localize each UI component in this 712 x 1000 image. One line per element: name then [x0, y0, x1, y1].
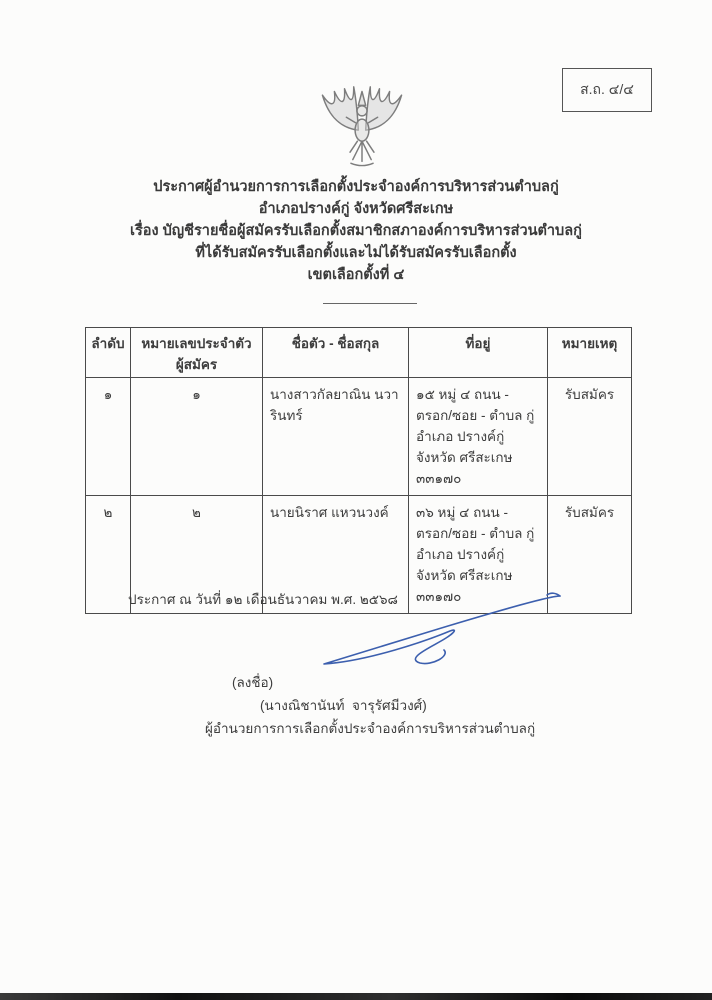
cell-address: ๓๖ หมู่ ๔ ถนน - ตรอก/ซอย - ตำบล กู่ อำเภอ ปรางค์กู่ จังหวัด ศรีสะเกษ ๓๓๑๗๐ [409, 496, 548, 614]
header-address: ที่อยู่ [409, 328, 548, 378]
cell-candidate-number: ๒ [131, 496, 263, 614]
title-line-5: เขตเลือกตั้งที่ ๔ [307, 267, 405, 283]
title-line-1: ประกาศผู้อำนวยการการเลือกตั้งประจำองค์การบริหารส่วนตำบลกู่ [153, 179, 559, 195]
sign-label: (ลงชื่อ) [232, 675, 274, 690]
header-name: ชื่อตัว - ชื่อสกุล [263, 328, 409, 378]
candidates-table [85, 327, 632, 614]
header-remark: หมายเหตุ [548, 328, 632, 378]
announcement-date-line: ประกาศ ณ วันที่ ๑๒ เดือนธันวาคม พ.ศ. ๒๕๖๘ [128, 592, 398, 607]
title-line-3: เรื่อง บัญชีรายชื่อผู้สมัครรับเลือกตั้งสมาชิกสภาองค์การบริหารส่วนตำบลกู่ [130, 223, 582, 239]
title-block [0, 176, 712, 286]
cell-no: ๒ [86, 496, 131, 614]
cell-remark: รับสมัคร [548, 378, 632, 496]
title-line-2: อำเภอปรางค์กู่ จังหวัดศรีสะเกษ [258, 201, 454, 217]
garuda-emblem-icon [316, 82, 408, 170]
cell-candidate-number: ๑ [131, 378, 263, 496]
table-row [86, 378, 632, 496]
cell-address: ๑๕ หมู่ ๔ ถนน - ตรอก/ซอย - ตำบล กู่ อำเภอ ปรางค์กู่ จังหวัด ศรีสะเกษ ๓๓๑๗๐ [409, 378, 548, 496]
table-header-row [86, 328, 632, 378]
scan-bottom-edge [0, 993, 712, 1000]
header-candidate-number: หมายเลขประจำตัว ผู้สมัคร [131, 328, 263, 378]
header-no: ลำดับ [86, 328, 131, 378]
handwritten-signature [298, 584, 568, 679]
signer-name: (นางณิชานันท์ จารุรัศมีวงศ์) [260, 698, 427, 713]
cell-remark: รับสมัคร [548, 496, 632, 614]
form-code-box [562, 68, 652, 112]
cell-no: ๑ [86, 378, 131, 496]
cell-name: นายนิราศ แหวนวงค์ [263, 496, 409, 614]
signer-title: ผู้อำนวยการการเลือกตั้งประจำองค์การบริหารส่วนตำบลกู่ [205, 721, 536, 736]
cell-name: นางสาวกัลยาณิน นวารินทร์ [263, 378, 409, 496]
title-divider-line [323, 303, 417, 304]
title-line-4: ที่ได้รับสมัครรับเลือกตั้งและไม่ได้รับสมัครรับเลือกตั้ง [195, 245, 517, 261]
form-code-text: ส.ถ. ๔/๔ [580, 81, 634, 97]
